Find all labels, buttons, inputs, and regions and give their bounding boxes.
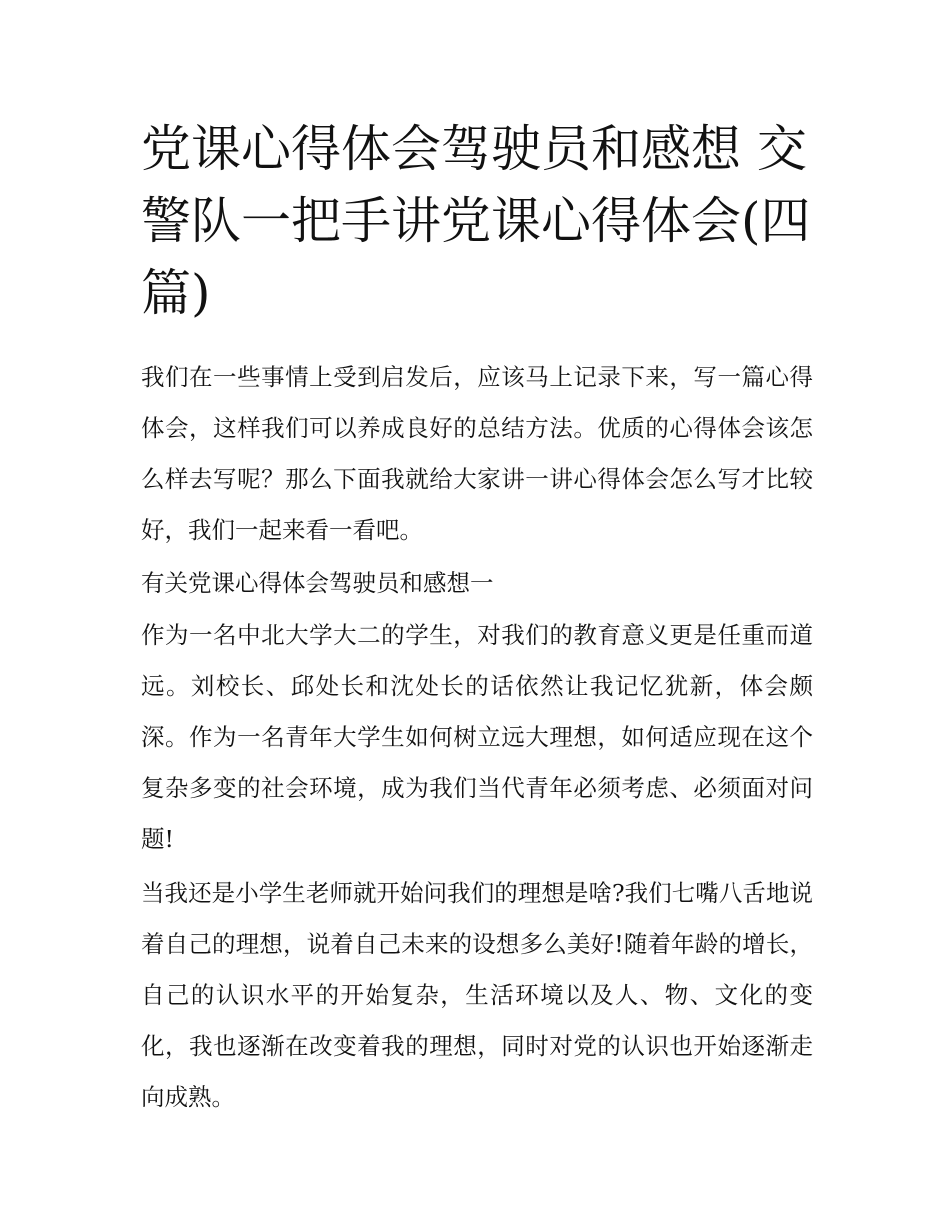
intro-paragraph: 我们在一些事情上受到启发后，应该马上记录下来，写一篇心得体会，这样我们可以养成良好的总结方法。优质的心得体会该怎么样去写呢？那么下面我就给大家讲一讲心得体会怎么写才比较好，我们一起来看一看吧。	[141, 363, 813, 544]
document-title: 党课心得体会驾驶员和感想 交警队一把手讲党课心得体会(四篇)	[141, 120, 811, 322]
body-paragraph: 作为一名中北大学大二的学生，对我们的教育意义更是任重而道远。刘校长、邱处长和沈处长的话依然让我记忆犹新，体会颇深。作为一名青年大学生如何树立远大理想，如何适应现在这个复杂多变的社会环境，成为我们当代青年必须考虑、必须面对问题!	[141, 621, 813, 853]
document-body	[141, 352, 813, 1126]
section-heading: 有关党课心得体会驾驶员和感想一	[141, 569, 494, 597]
body-paragraph: 当我还是小学生老师就开始问我们的理想是啥?我们七嘴八舌地说着自己的理想，说着自己未来的设想多么美好!随着年龄的增长，自己的认识水平的开始复杂，生活环境以及人、物、文化的变化，我也逐渐在改变着我的理想，同时对党的认识也开始逐渐走向成熟。	[141, 879, 813, 1111]
